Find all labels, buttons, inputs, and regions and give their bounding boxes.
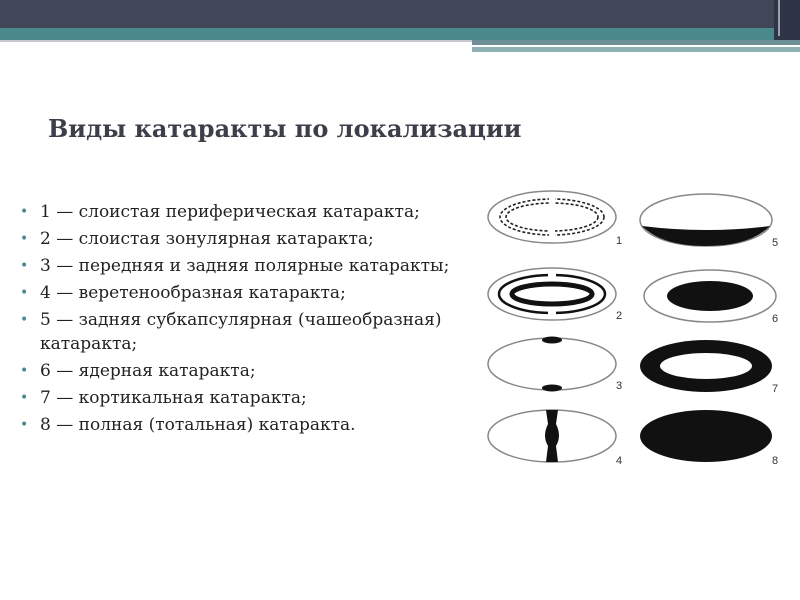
list-item: • 2 — слоистая зонулярная катаракта; bbox=[20, 227, 460, 251]
lens-figure-7 bbox=[640, 340, 772, 392]
accent-bar bbox=[0, 28, 800, 40]
lens-figure-5 bbox=[640, 194, 772, 246]
list-item: • 8 — полная (тотальная) катаракта. bbox=[20, 413, 460, 437]
lens-figure-1 bbox=[488, 191, 616, 243]
list-item: • 1 — слоистая периферическая катаракта; bbox=[20, 200, 460, 224]
list-item: • 6 — ядерная катаракта; bbox=[20, 359, 460, 383]
lens-figure-8 bbox=[640, 410, 772, 462]
lens-figure-2 bbox=[488, 268, 616, 320]
figure-label-2: 2 bbox=[616, 310, 623, 322]
figure-label-5: 5 bbox=[772, 237, 779, 249]
list-item: • 7 — кортикальная катаракта; bbox=[20, 386, 460, 410]
lens-figure-6 bbox=[644, 270, 776, 322]
page-title: Виды катаракты по локализации bbox=[48, 114, 522, 143]
figure-label-6: 6 bbox=[772, 313, 779, 325]
figure-label-1: 1 bbox=[616, 235, 623, 247]
list-item: • 3 — передняя и задняя полярные катаракты; bbox=[20, 254, 460, 278]
cataract-types-list bbox=[20, 200, 460, 440]
header-bar bbox=[0, 0, 800, 28]
lens-figure-3 bbox=[488, 337, 616, 392]
list-item: • 4 — веретенообразная катаракта; bbox=[20, 281, 460, 305]
cataract-diagram bbox=[470, 180, 790, 480]
divider-line bbox=[0, 40, 472, 42]
figure-label-3: 3 bbox=[616, 380, 623, 392]
corner-line bbox=[778, 0, 780, 36]
decorative-stripes bbox=[472, 40, 800, 56]
lens-figure-4 bbox=[488, 410, 616, 462]
figure-label-8: 8 bbox=[772, 455, 779, 467]
figure-label-7: 7 bbox=[772, 383, 779, 395]
list-item: • 5 — задняя субкапсулярная (чашеобразная) катаракта; bbox=[20, 308, 460, 356]
figure-label-4: 4 bbox=[616, 455, 623, 467]
